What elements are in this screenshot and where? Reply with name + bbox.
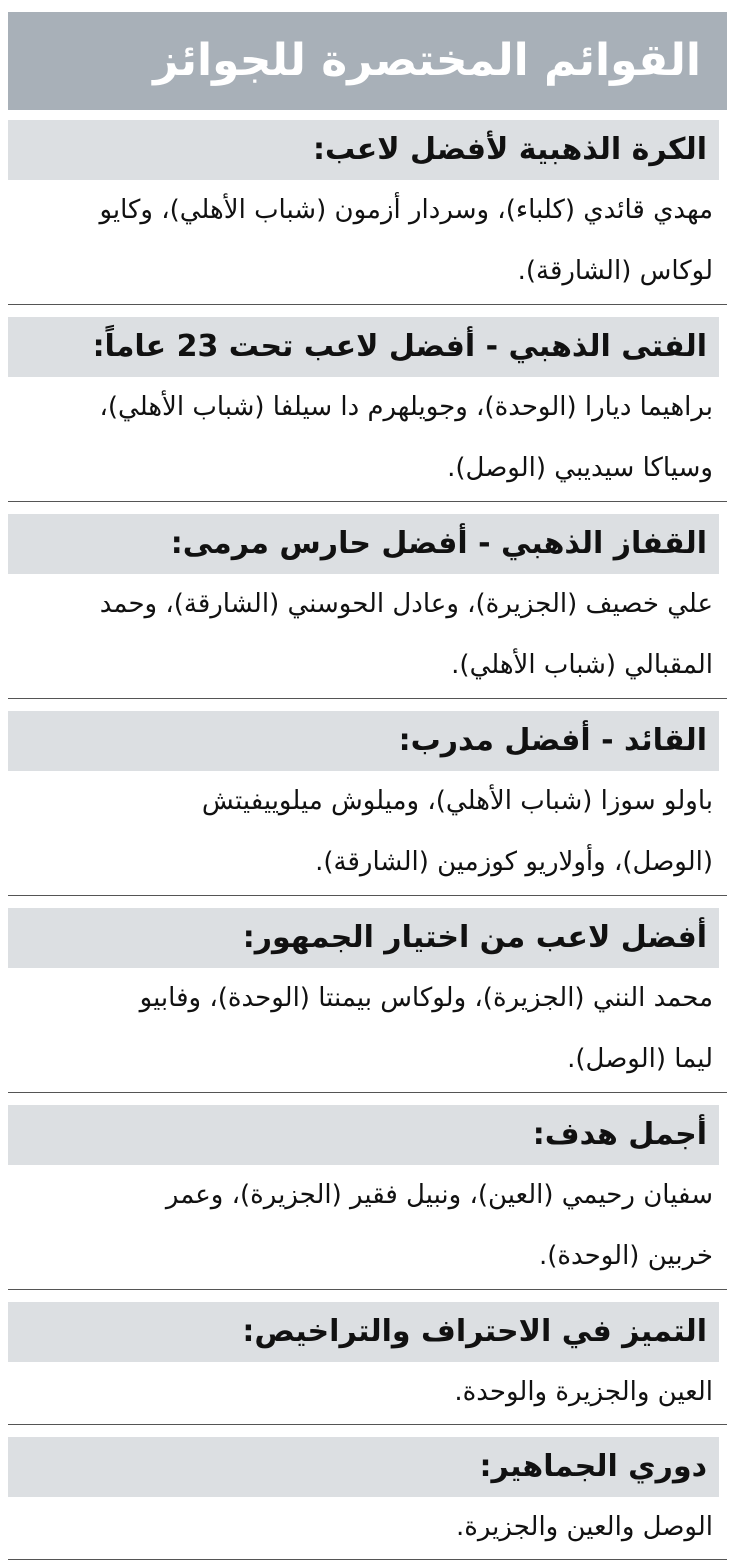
award-section-fans-choice xyxy=(8,908,727,1093)
nominees-line: علي خصيف (الجزيرة)، وعادل الحوسني (الشارقة)، وحمد xyxy=(99,589,713,619)
section-header xyxy=(8,120,719,180)
section-title: الفتى الذهبي - أفضل لاعب تحت 23 عاماً: xyxy=(92,329,707,364)
nominees-text xyxy=(8,1165,727,1289)
award-section-golden-ball xyxy=(8,120,727,305)
nominees-text xyxy=(8,1362,727,1424)
section-header xyxy=(8,317,719,377)
section-title: الكرة الذهبية لأفضل لاعب: xyxy=(313,132,707,167)
section-title: أفضل لاعب من اختيار الجمهور: xyxy=(242,920,707,955)
nominees-text xyxy=(8,180,727,304)
nominees-line: مهدي قائدي (كلباء)، وسردار أزمون (شباب الأهلي)، وكايو xyxy=(99,195,713,225)
award-sections xyxy=(8,120,727,1560)
section-title: التميز في الاحتراف والتراخيص: xyxy=(242,1314,707,1349)
nominees-text xyxy=(8,574,727,698)
nominees-line: العين والجزيرة والوحدة. xyxy=(454,1377,713,1407)
nominees-line: المقبالي (شباب الأهلي). xyxy=(451,650,713,680)
section-header xyxy=(8,908,719,968)
nominees-line: سفيان رحيمي (العين)، ونبيل فقير (الجزيرة)، وعمر xyxy=(165,1180,713,1210)
nominees-line: باولو سوزا (شباب الأهلي)، وميلوش ميلوييفيتش xyxy=(201,786,713,816)
nominees-line: وسياكا سيديبي (الوصل). xyxy=(447,453,713,483)
nominees-line: الوصل والعين والجزيرة. xyxy=(455,1512,713,1542)
award-section-golden-glove xyxy=(8,514,727,699)
section-header xyxy=(8,711,719,771)
nominees-text xyxy=(8,771,727,895)
section-title: القفاز الذهبي - أفضل حارس مرمى: xyxy=(170,526,707,561)
award-section-best-coach xyxy=(8,711,727,896)
nominees-line: لوكاس (الشارقة). xyxy=(517,256,713,286)
section-title: أجمل هدف: xyxy=(532,1117,707,1152)
section-header xyxy=(8,1437,719,1497)
page-title: القوائم المختصرة للجوائز xyxy=(153,35,701,86)
award-section-professionalism xyxy=(8,1302,727,1425)
header-banner xyxy=(8,12,727,110)
section-title: القائد - أفضل مدرب: xyxy=(398,723,707,758)
section-title: دوري الجماهير: xyxy=(479,1449,707,1484)
nominees-text xyxy=(8,377,727,501)
award-section-golden-boy xyxy=(8,317,727,502)
section-header xyxy=(8,1302,719,1362)
nominees-text xyxy=(8,968,727,1092)
nominees-text xyxy=(8,1497,727,1559)
nominees-line: (الوصل)، وأولاريو كوزمين (الشارقة). xyxy=(315,847,713,877)
award-section-fans-league xyxy=(8,1437,727,1560)
nominees-line: براهيما ديارا (الوحدة)، وجويلهرم دا سيلفا (شباب الأهلي)، xyxy=(99,392,713,422)
nominees-line: خربين (الوحدة). xyxy=(538,1241,713,1271)
award-section-best-goal xyxy=(8,1105,727,1290)
nominees-line: ليما (الوصل). xyxy=(567,1044,713,1074)
nominees-line: محمد النني (الجزيرة)، ولوكاس بيمنتا (الوحدة)، وفابيو xyxy=(139,983,713,1013)
section-header xyxy=(8,514,719,574)
section-header xyxy=(8,1105,719,1165)
